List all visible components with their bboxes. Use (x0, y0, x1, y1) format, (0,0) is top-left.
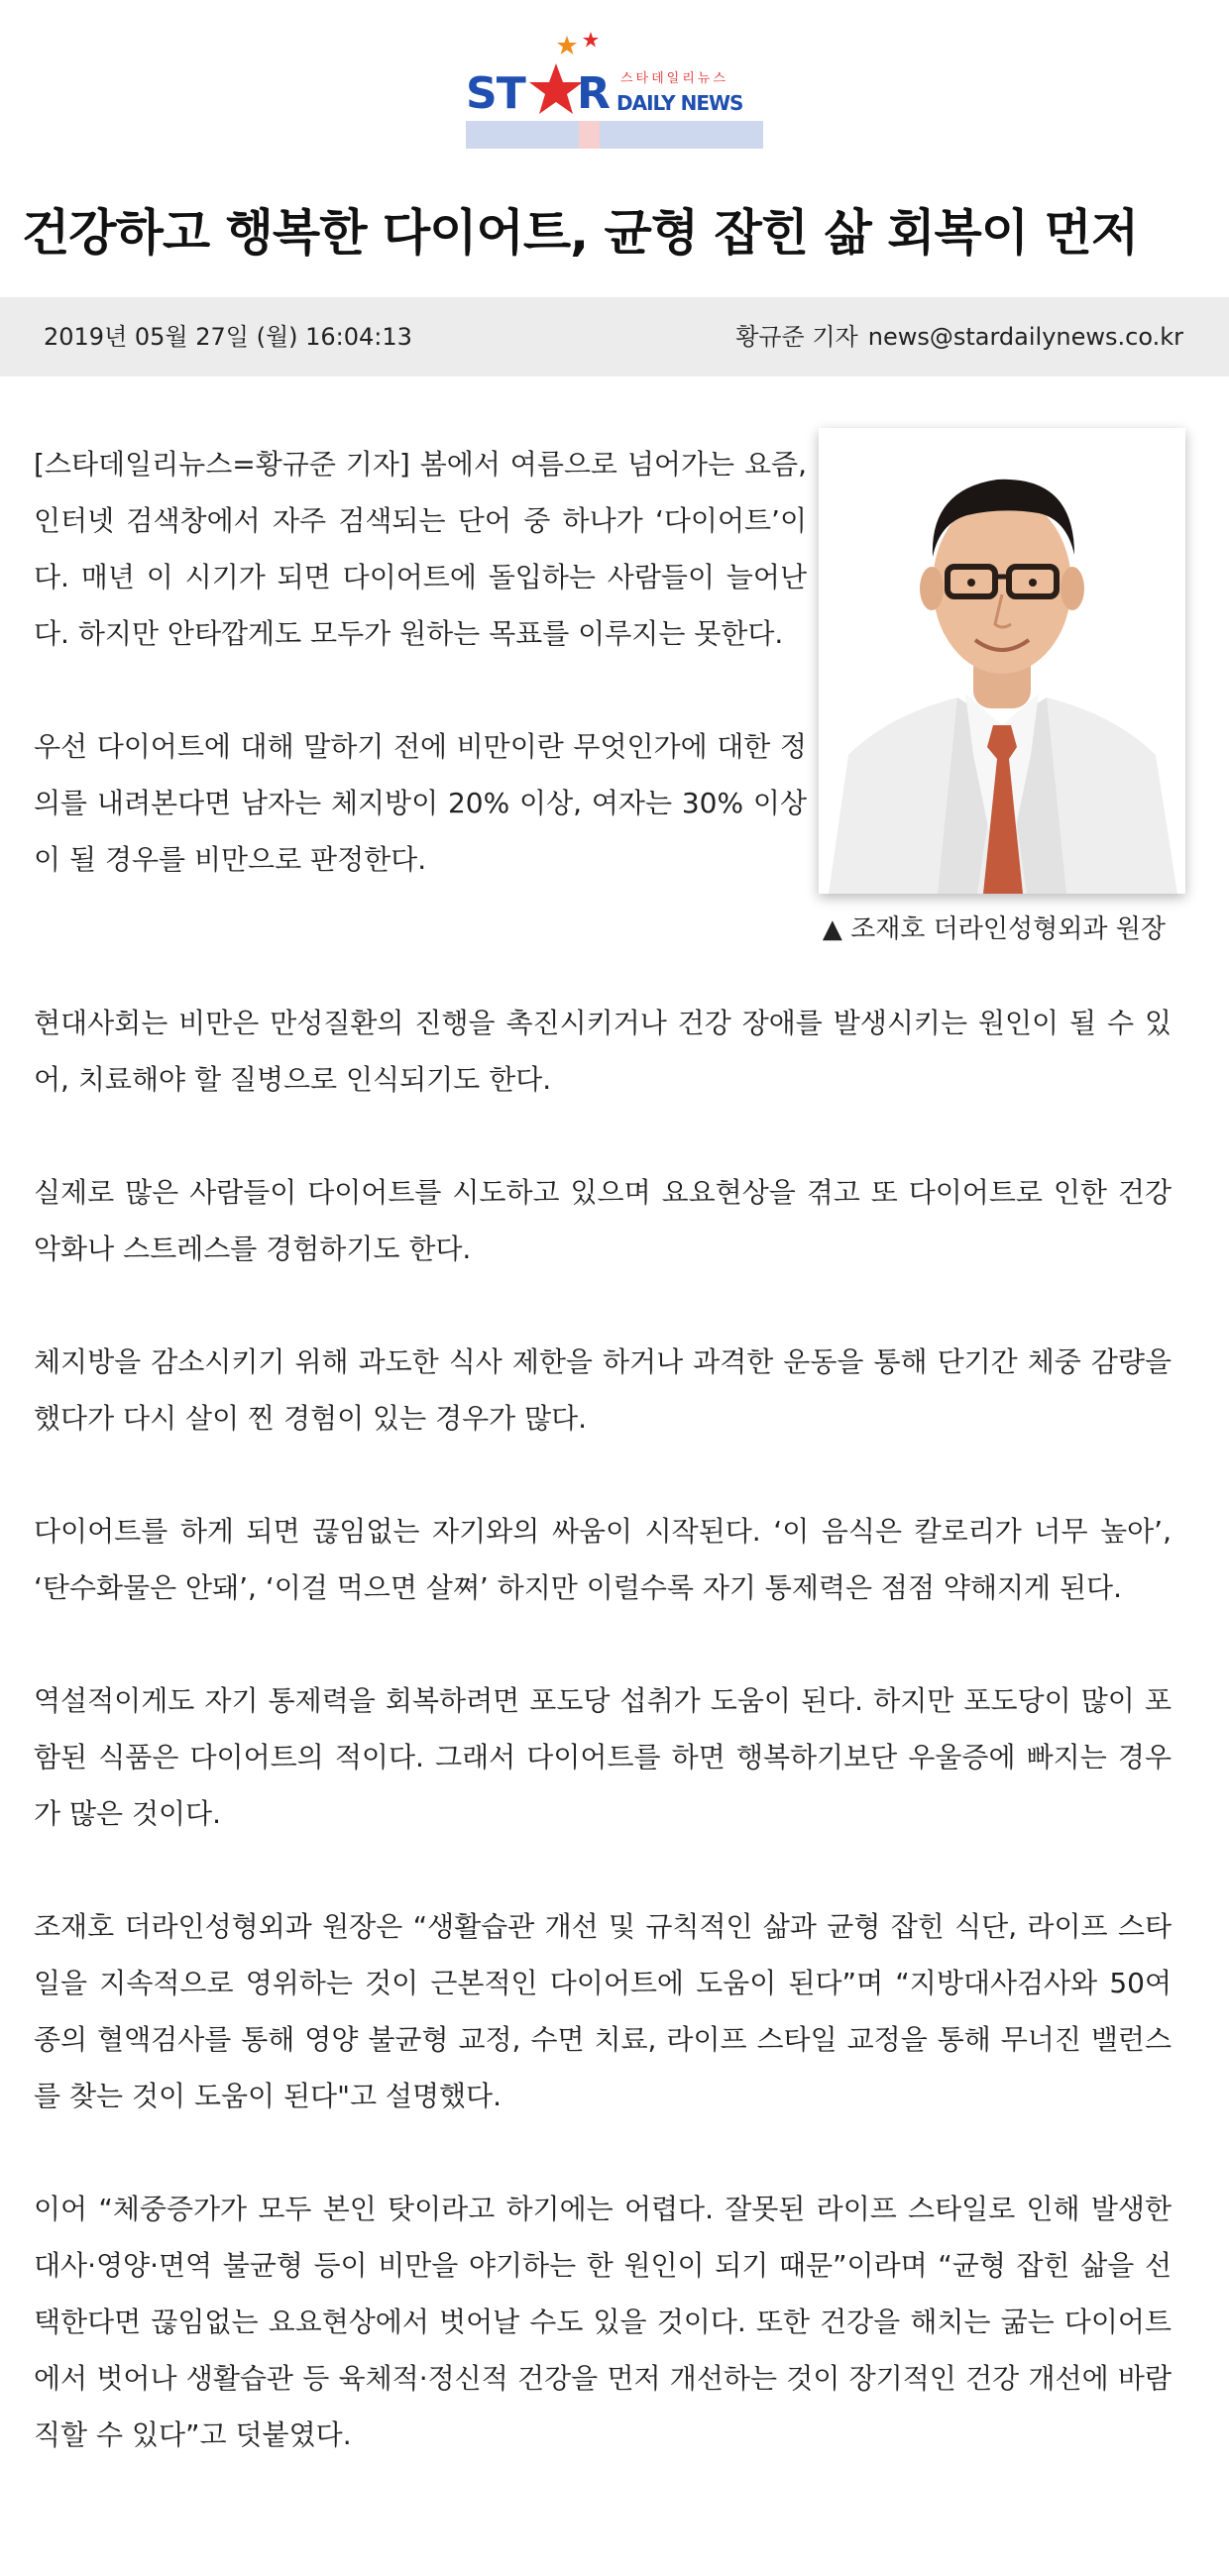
logo-mark (466, 69, 763, 119)
logo-korean-text: 스타데일리뉴스 (620, 71, 728, 86)
article-date: 2019년 05월 27일 (월) 16:04:13 (44, 323, 412, 351)
article-byline (726, 321, 1183, 353)
logo-daily-news-text: DAILY NEWS (616, 91, 743, 115)
article-paragraph: 이어 “체중증가가 모두 본인 탓이라고 하기에는 어렵다. 잘못된 라이프 스타일로 인해 발생한 대사·영양·면역 불균형 등이 비만을 야기하는 한 원인이 되기 때문”이라며 “균형 잡힌 삶을 선택한다면 끊임없는 요요현상에서 벗어날 수도 있을 것이다. 또한 건강을 해치는 굶는 다이어트에서 벗어나 생활습관 등 육체적·정신적 건강을 먼저 개선하는 것이 장기적인 건강 개선에 바람직할 수 있다”고 덧붙였다. (34, 2193, 1172, 2451)
article-headline: 건강하고 행복한 다이어트, 균형 잡힌 삶 회복이 먼저 (22, 204, 1139, 262)
article-paragraph: 실제로 많은 사람들이 다이어트를 시도하고 있으며 요요현상을 겪고 또 다이어트로 인한 건강 악화나 스트레스를 경험하기도 한다. (34, 1176, 1172, 1265)
article-paragraph: [스타데일리뉴스=황규준 기자] 봄에서 여름으로 넘어가는 요즘, 인터넷 검색창에서 자주 검색되는 단어 중 하나가 ‘다이어트’이다. 매년 이 시기가 되면 다이어트에 돌입하는 사람들이 늘어난다. 하지만 안타깝게도 모두가 원하는 목표를 이루지는 못한다. (34, 448, 807, 650)
reporter-email[interactable]: news@stardailynews.co.kr (867, 323, 1183, 351)
article-meta-bar (0, 297, 1229, 376)
logo-text-st: ST (466, 68, 525, 119)
reporter-name: 황규준 기자 (735, 323, 858, 351)
logo-reflection (466, 121, 763, 149)
logo-text-r: R (577, 68, 610, 119)
article-paragraph: 다이어트를 하게 되면 끊임없는 자기와의 싸움이 시작된다. ‘이 음식은 칼로리가 너무 높아’, ‘탄수화물은 안돼’, ‘이걸 먹으면 살쪄’ 하지만 이럴수록 자기 통제력은 점점 약해지게 된다. (34, 1515, 1172, 1604)
site-logo[interactable] (466, 40, 763, 154)
article-paragraph: 현대사회는 비만은 만성질환의 진행을 촉진시키거나 건강 장애를 발생시키는 원인이 될 수 있어, 치료해야 할 질병으로 인식되기도 한다. (34, 1007, 1172, 1096)
article-paragraph: 조재호 더라인성형외과 원장은 “생활습관 개선 및 규칙적인 삶과 균형 잡힌 식단, 라이프 스타일을 지속적으로 영위하는 것이 근본적인 다이어트에 도움이 된다”며 “지방대사검사와 50여 종의 혈액검사를 통해 영양 불균형 교정, 수면 치료, 라이프 스타일 교정을 통해 무너진 밸런스를 찾는 것이 도움이 된다"고 설명했다. (34, 1910, 1172, 2112)
article-body (34, 436, 1172, 2520)
article-paragraph: 우선 다이어트에 대해 말하기 전에 비만이란 무엇인가에 대한 정의를 내려본다면 남자는 체지방이 20% 이상, 여자는 30% 이상이 될 경우를 비만으로 판정한다. (34, 730, 807, 876)
article-paragraph: 체지방을 감소시키기 위해 과도한 식사 제한을 하거나 과격한 운동을 통해 단기간 체중 감량을 했다가 다시 살이 찐 경험이 있는 경우가 많다. (34, 1345, 1172, 1435)
article-paragraph: 역설적이게도 자기 통제력을 회복하려면 포도당 섭취가 도움이 된다. 하지만 포도당이 많이 포함된 식품은 다이어트의 적이다. 그래서 다이어트를 하면 행복하기보단 우울증에 빠지는 경우가 많은 것이다. (34, 1684, 1172, 1830)
photo-caption: ▲ 조재호 더라인성형외과 원장 (822, 914, 1166, 944)
